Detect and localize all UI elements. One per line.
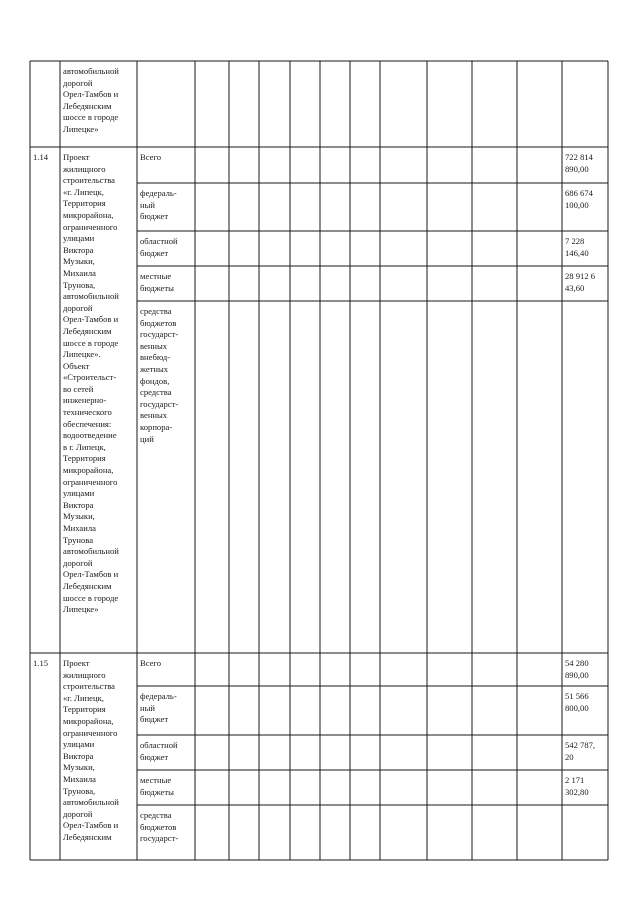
funding-amount: 28 912 6 43,60 <box>565 271 596 293</box>
funding-amount: 7 228 146,40 <box>565 236 589 258</box>
funding-source: областной бюджет <box>140 740 178 762</box>
funding-source: средства бюджетов государст- венных внебюд- жетных фондов, средства государст- венных корпора- ций <box>140 306 179 444</box>
funding-amount: 722 814 890,00 <box>565 152 593 174</box>
funding-amount: 54 280 890,00 <box>565 658 589 680</box>
project-name: Проект жилищного строительства «г. Липецк, Территория микрорайона, ограниченного улицами Виктора Музыки, Михаила Трунова, автомобильной дорогой Орел-Тамбов и Лебедянским <box>63 658 119 842</box>
funding-source: федераль- ный бюджет <box>140 188 177 222</box>
funding-source: областной бюджет <box>140 236 178 258</box>
funding-amount: 686 674 100,00 <box>565 188 593 210</box>
funding-source: федераль- ный бюджет <box>140 691 177 725</box>
funding-source: Всего <box>140 658 162 668</box>
project-name: автомобильной дорогой Орел-Тамбов и Лебедянским шоссе в городе Липецке» <box>63 66 119 134</box>
row-number: 1.15 <box>33 658 49 668</box>
project-name: Проект жилищного строительства «г. Липецк, Территория микрорайона, ограниченного улицами Виктора Музыки, Михаила Трунова, автомобильной дорогой Орел-Тамбов и Лебедянским шоссе в городе Липецке». Объект «Строительст- во сетей инженерно- технического обеспечения: водоотведение в г. Липецк, Территория микрорайона, ограниченного улицами Виктора Музыки, Михаила Трунова автомобильной дорогой Орел-Тамбов и Лебедянским шоссе в городе Липецке» <box>63 152 119 615</box>
funding-amount: 2 171 302,80 <box>565 775 589 797</box>
funding-source: местные бюджеты <box>140 271 174 293</box>
funding-source: местные бюджеты <box>140 775 174 797</box>
funding-source: средства бюджетов государст- <box>140 810 179 844</box>
row-number: 1.14 <box>33 152 49 162</box>
funding-source: Всего <box>140 152 162 162</box>
funding-amount: 51 566 800,00 <box>565 691 589 713</box>
funding-amount: 542 787, 20 <box>565 740 596 762</box>
